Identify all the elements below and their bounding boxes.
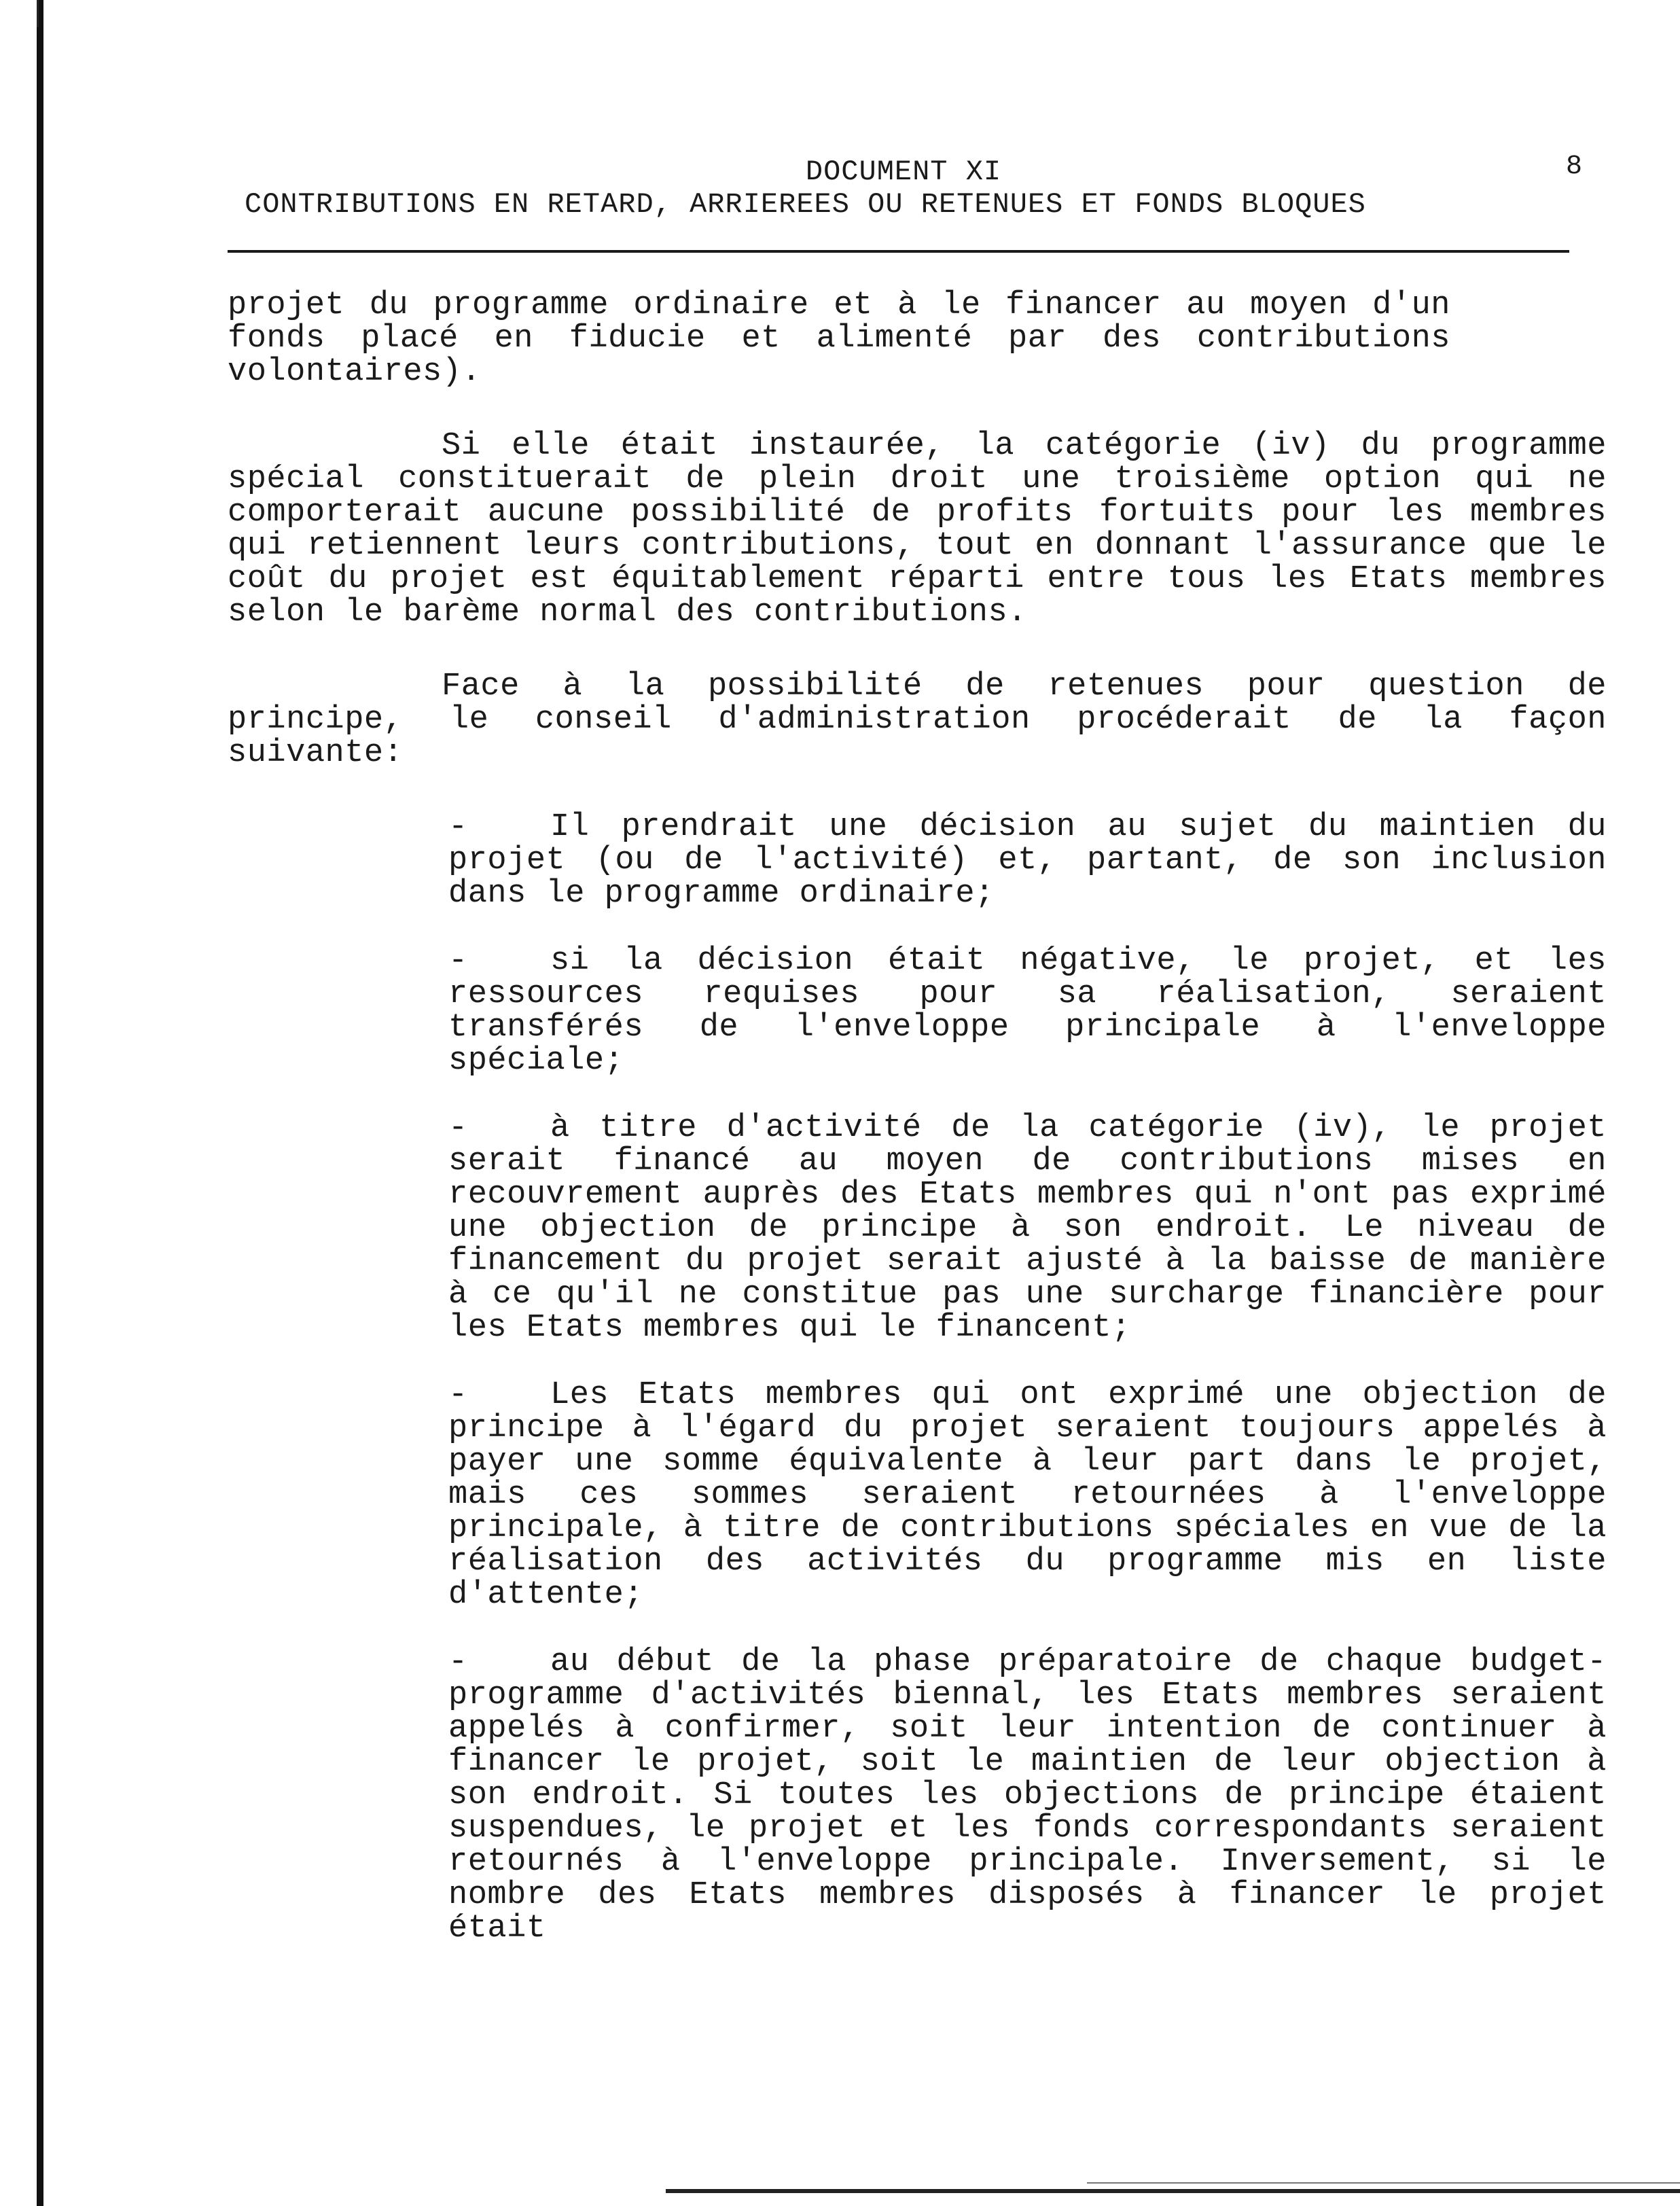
- list-item-text: Il prendrait une décision au sujet du maintien du projet (ou de l'activité) et, partant, de son inclusion dans le programme ordinaire;: [448, 809, 1607, 912]
- header-rule: [228, 250, 1569, 253]
- document-title: DOCUMENT XI: [805, 156, 1002, 188]
- list-item-text: Les Etats membres qui ont exprimé une objection de principe à l'égard du projet seraient toujours appelés à payer une somme équivalente à leur part dans le projet, mais ces sommes seraient retournées à l'enveloppe principale, à titre de contributions spéciales en vue de la réalisation des activités du programme mis en liste d'attente;: [448, 1377, 1607, 1613]
- procedure-list: [228, 811, 1607, 1945]
- scan-bottom-edge: [666, 2189, 1680, 2193]
- dash-bullet: -: [448, 809, 468, 845]
- scan-left-edge: [37, 0, 43, 2206]
- dash-bullet: -: [448, 1377, 468, 1413]
- scan-top-corner: [37, 0, 48, 27]
- list-item: [448, 811, 1607, 910]
- body-text: [228, 289, 1607, 1979]
- dash-bullet: -: [448, 1110, 468, 1146]
- dash-bullet: -: [448, 943, 468, 979]
- list-item: [448, 1111, 1607, 1345]
- list-item-text: si la décision était négative, le projet, et les ressources requises pour sa réalisation, seraient transférés de l'enveloppe principale à l'enveloppe spéciale;: [448, 943, 1607, 1079]
- paragraph-2: Si elle était instaurée, la catégorie (iv) du programme spécial constituerait de plein droit une troisième option qui ne comporterait aucune possibilité de profits fortuits pour les membres qui retiennent leurs contributions, tout en donnant l'assurance que le coût du projet est équitablement réparti entre tous les Etats membres selon le barème normal des contributions.: [228, 428, 1607, 630]
- paragraph-3: Face à la possibilité de retenues pour question de principe, le conseil d'administration procéderait de la façon suivante:: [228, 669, 1607, 771]
- document-subtitle: CONTRIBUTIONS EN RETARD, ARRIEREES OU RETENUES ET FONDS BLOQUES: [245, 188, 1366, 221]
- page-number: 8: [1566, 152, 1583, 182]
- dash-bullet: -: [448, 1644, 468, 1680]
- list-item-text: à titre d'activité de la catégorie (iv), le projet serait financé au moyen de contributions mises en recouvrement auprès des Etats membres qui n'ont pas exprimé une objection de principe à son endroit. Le niveau de financement du projet serait ajusté à la baisse de manière à ce qu'il ne constitue pas une surcharge financière pour les Etats membres qui le financent;: [448, 1110, 1607, 1346]
- list-item: [448, 944, 1607, 1078]
- scan-bottom-line-thin: [1087, 2182, 1680, 2184]
- list-item-text: au début de la phase préparatoire de chaque budget-programme d'activités biennal, les Etats membres seraient appelés à confirmer, soit leur intention de continuer à financer le projet, soit le maintien de leur objection à son endroit. Si toutes les objections de principe étaient suspendues, le projet et les fonds correspondants seraient retournés à l'enveloppe principale. Inversement, si le nombre des Etats membres disposés à financer le projet était: [448, 1644, 1607, 1946]
- list-item: [448, 1378, 1607, 1612]
- paragraph-1: projet du programme ordinaire et à le financer au moyen d'un fonds placé en fiducie et alimenté par des contributions volontaires).: [228, 287, 1450, 390]
- list-item: [448, 1645, 1607, 1945]
